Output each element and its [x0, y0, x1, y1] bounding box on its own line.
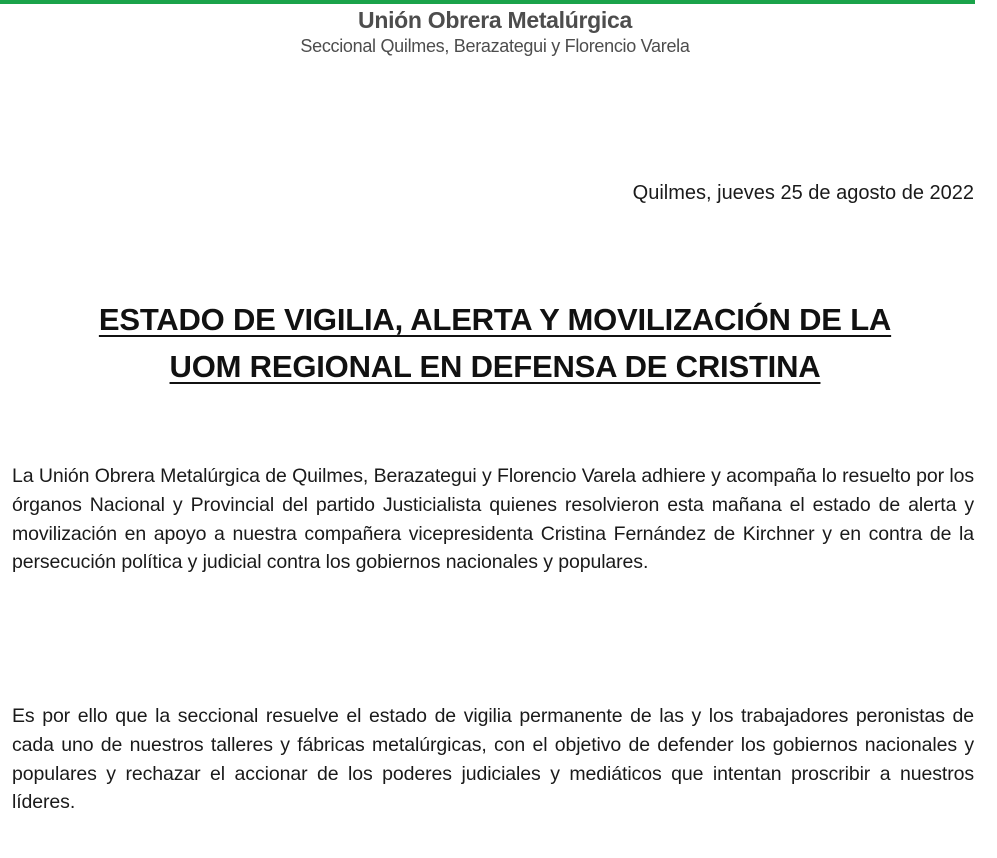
organization-name: Unión Obrera Metalúrgica [358, 7, 632, 33]
date-line: Quilmes, jueves 25 de agosto de 2022 [632, 182, 974, 204]
letterhead [260, 6, 730, 58]
headline-line-2: UOM REGIONAL EN DEFENSA DE CRISTINA [169, 349, 821, 384]
letterhead-accent-rule [0, 0, 975, 4]
body-paragraph-1: La Unión Obrera Metalúrgica de Quilmes, Berazategui y Florencio Varela adhiere y acompaña lo resuelto por los órganos Nacional y Provincial del partido Justicialista quienes resolvieron esta mañana el estado de alerta y movilización en apoyo a nuestra compañera vicepresidenta Cristina Fernández de Kirchner y en contra de la persecución política y judicial contra los gobiernos nacionales y populares. [12, 465, 974, 574]
headline-line-1: ESTADO DE VIGILIA, ALERTA Y MOVILIZACIÓN DE LA [98, 302, 892, 337]
document-headline [30, 296, 960, 390]
seccional-name: Seccional Quilmes, Berazategui y Florencio Varela [300, 36, 690, 56]
body-paragraph-2: Es por ello que la seccional resuelve el estado de vigilia permanente de las y los trabajadores peronistas de cada uno de nuestros talleres y fábricas metalúrgicas, con el objetivo de defender los gobiernos nacionales y populares y rechazar el accionar de los poderes judiciales y mediáticos que intentan proscribir a nuestros líderes. [12, 705, 974, 814]
